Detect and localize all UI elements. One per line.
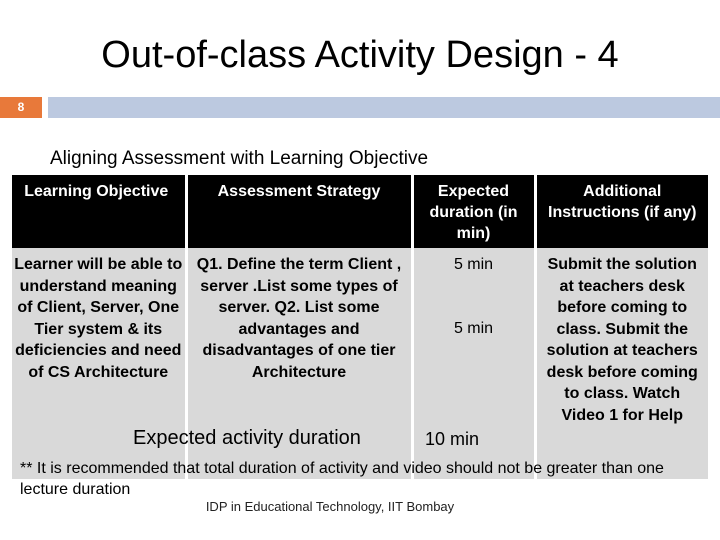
cell-objective: Learner will be able to understand meaning of Client, Server, One Tier system & its deficiencies and need of CS Architecture — [12, 248, 186, 479]
duration-q1: 5 min — [453, 256, 494, 273]
header-learning-objective: Learning Objective — [12, 175, 186, 248]
strategy-text: Q1. Define the term Client , server .List some types of server. Q2. List some advantages and disadvantages of one tier Architecture — [196, 256, 402, 381]
header-band — [48, 97, 720, 118]
slide-header-bar — [0, 97, 720, 118]
header-additional-instructions: Additional Instructions (if any) — [548, 183, 697, 221]
header-assessment-strategy: Assessment Strategy — [186, 175, 412, 248]
recommendation-note: ** It is recommended that total duration of activity and video should not be greater than one lecture duration — [20, 460, 664, 498]
header-expected-duration: Expected duration (in min) — [412, 175, 535, 248]
duration-q2: 5 min — [453, 319, 494, 337]
slide-title: Out-of-class Activity Design - 4 — [101, 34, 619, 76]
expected-activity-value: 10 min — [425, 429, 480, 449]
table-header-row — [12, 175, 708, 248]
slide-number: 8 — [0, 97, 42, 118]
expected-activity-label: Expected activity duration — [133, 427, 361, 449]
slide-subtitle: Aligning Assessment with Learning Objective — [50, 148, 429, 169]
footer-credit: IDP in Educational Technology, IIT Bombay — [205, 499, 455, 514]
cell-instructions: Submit the solution at teachers desk before coming to class. Submit the solution at teachers desk before coming to class. Watch Video 1 for Help — [535, 248, 708, 479]
